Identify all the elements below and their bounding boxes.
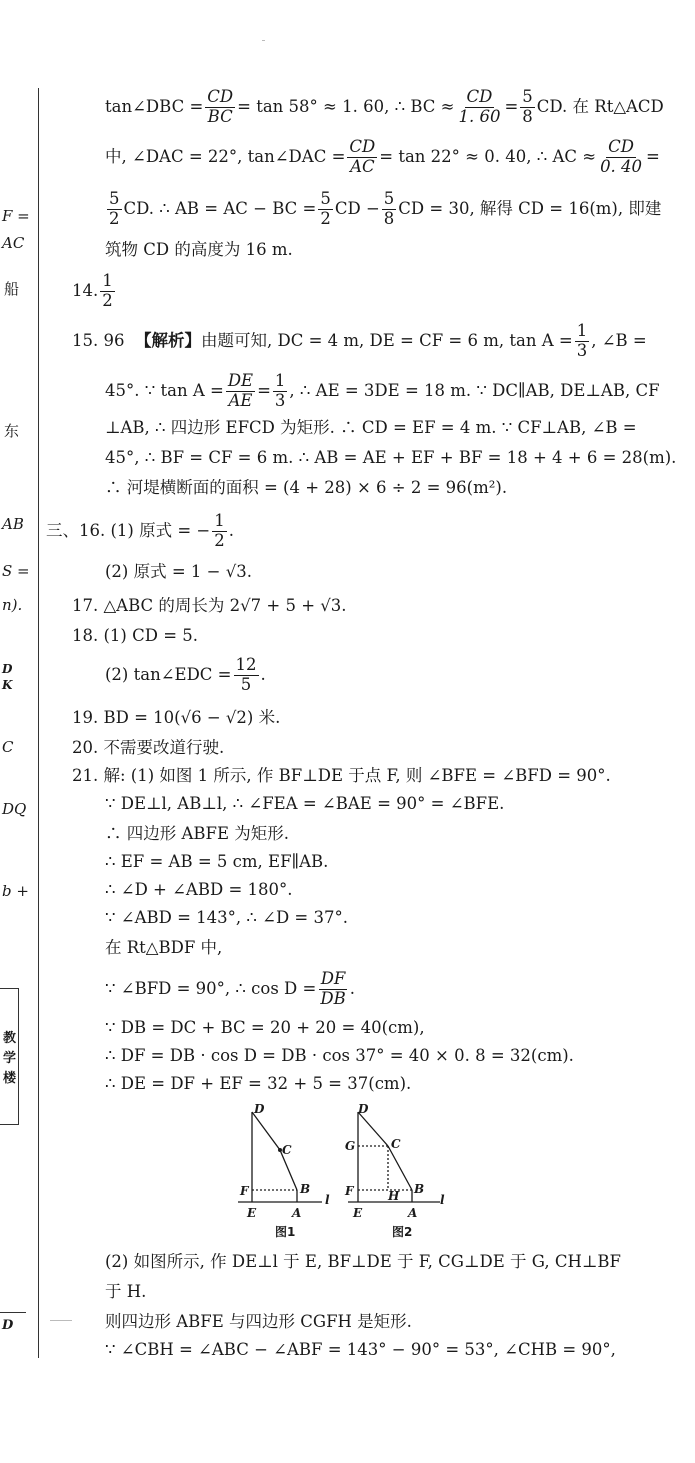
fig2-label-g: G [345, 1139, 356, 1153]
text-line: (2) 原式 = 1 − √3. [105, 562, 253, 581]
text-line: ∴ EF = AB = 5 cm, EF∥AB. [105, 852, 329, 871]
text-line: 45°, ∴ BF = CF = 6 m. ∴ AB = AE + EF + BF = 18 + 4 + 6 = 28(m). [105, 448, 677, 467]
question-16: 三、16. (1) 原式 = − $\frac{1}{2}$ . [46, 511, 234, 550]
text-line: 中, ∠DAC = 22°, tan∠DAC = $\frac{CD}{AC}$ = tan 22° ≈ 0. 40, ∴ AC ≈ $\frac{CD}{0. 40}$ = [105, 137, 660, 176]
fig2-label-d: D [358, 1102, 369, 1116]
question-14: 14. $\frac{1}{2}$ [72, 271, 113, 310]
text-line: ∵ ∠CBH = ∠ABC − ∠ABF = 143° − 90° = 53°, ∠CHB = 90°, [105, 1340, 616, 1359]
text-line: ∵ ∠ABD = 143°, ∴ ∠D = 37°. [105, 908, 348, 927]
fig1-label-e: E [247, 1206, 257, 1220]
text-line: $\frac{5}{2}$ CD. ∴ AB = AC − BC = $\frac{5}{2}$ CD − $\frac{5}{8}$ CD = 30, 解得 CD = 16(m), 即建 [109, 189, 662, 228]
text-line: (2) 如图所示, 作 DE⊥l 于 E, BF⊥DE 于 F, CG⊥DE 于 G, CH⊥BF [105, 1252, 621, 1271]
text-line: 则四边形 ABFE 与四边形 CGFH 是矩形. [105, 1312, 412, 1331]
gutter-fragment: D [2, 662, 13, 676]
text-line: ∵ ∠BFD = 90°, ∴ cos D = $\frac{DF}{DB}$ . [105, 969, 355, 1008]
question-18: 18. (1) CD = 5. [72, 626, 199, 645]
fig2-label-c: C [391, 1137, 401, 1151]
text-line: ∵ DB = DC + BC = 20 + 20 = 40(cm), [105, 1018, 425, 1037]
gutter-fragment: DQ [2, 800, 27, 818]
geometry-figures [230, 1100, 460, 1245]
gutter-fragment: n). [2, 596, 23, 614]
text-line: ∴ DF = DB · cos D = DB · cos 37° = 40 × 0. 8 = 32(cm). [105, 1046, 574, 1065]
fig1-label-f: F [240, 1184, 249, 1198]
text-line: 在 Rt△BDF 中, [105, 938, 223, 957]
question-21: 21. 解: (1) 如图 1 所示, 作 BF⊥DE 于点 F, 则 ∠BFE = ∠BFD = 90°. [72, 766, 611, 785]
fig1-label-b: B [300, 1182, 311, 1196]
scan-mark [262, 40, 265, 41]
gutter-fragment: AB [2, 515, 24, 533]
text-line: (2) tan∠EDC = $\frac{12}{5}$ . [105, 655, 266, 694]
text-line: 45°. ∵ tan A = $\frac{DE}{AE}$ = $\frac{1}{3}$ , ∴ AE = 3DE = 18 m. ∵ DC∥AB, DE⊥AB, CF [105, 371, 660, 410]
text-line: ∴ DE = DF + EF = 32 + 5 = 37(cm). [105, 1074, 412, 1093]
question-19: 19. BD = 10(√6 − √2) 米. [72, 708, 281, 727]
text-line: 于 H. [105, 1282, 147, 1301]
gutter-box: 教 学 楼 [0, 988, 19, 1125]
analysis-tag: 【解析】 [134, 330, 201, 350]
text-line: ∴ ∠D + ∠ABD = 180°. [105, 880, 293, 899]
fig1-caption: 图1 [275, 1225, 296, 1239]
gutter-fragment: S = [2, 562, 30, 580]
question-17: 17. △ABC 的周长为 2√7 + 5 + √3. [72, 596, 347, 615]
question-15: 15. 96 【解析】由题可知, DC = 4 m, DE = CF = 6 m, tan A = $\frac{1}{3}$ , ∠B = [72, 321, 647, 360]
question-20: 20. 不需要改道行驶. [72, 738, 225, 757]
text-line: 筑物 CD 的高度为 16 m. [105, 240, 293, 259]
fig2-label-a: A [408, 1206, 418, 1220]
fig1-label-d: D [254, 1102, 265, 1116]
gutter-fragment: K [2, 678, 13, 692]
fig2-label-e: E [353, 1206, 363, 1220]
text-line: ∴ 四边形 ABFE 为矩形. [105, 824, 290, 843]
gutter-fragment: D [2, 1318, 14, 1333]
gutter-fragment: b + [2, 882, 29, 900]
gutter-fragment: 船 [4, 280, 20, 298]
fig2-label-l: l [440, 1193, 445, 1207]
gutter-fragment: 东 [4, 422, 20, 440]
gutter-fragment: F = [2, 207, 30, 225]
fig1-label-a: A [292, 1206, 302, 1220]
fig2-label-h: H [388, 1189, 400, 1203]
text-line: ∴ 河堤横断面的面积 = (4 + 28) × 6 ÷ 2 = 96(m²). [105, 478, 508, 497]
text-line: tan∠DBC = $\frac{CD}{BC}$ = tan 58° ≈ 1. 60, ∴ BC ≈ $\frac{CD}{1. 60}$ = $\frac{5}{8}$ CD. 在 Rt△ACD [105, 87, 664, 126]
fig1-label-c: C [282, 1143, 292, 1157]
text-line: ∵ DE⊥l, AB⊥l, ∴ ∠FEA = ∠BAE = 90° = ∠BFE. [105, 794, 505, 813]
gutter-fragment: AC [2, 234, 25, 252]
text-line: ⊥AB, ∴ 四边形 EFCD 为矩形. ∴ CD = EF = 4 m. ∵ CF⊥AB, ∠B = [105, 418, 637, 437]
scan-mark [50, 1320, 72, 1321]
fig2-caption: 图2 [392, 1225, 413, 1239]
page-divider-line [38, 88, 39, 1358]
gutter-rule [0, 1312, 26, 1313]
gutter-fragment: C [2, 738, 14, 756]
fig1-label-l: l [325, 1193, 330, 1207]
fig2-label-b: B [414, 1182, 425, 1196]
fig2-label-f: F [345, 1184, 354, 1198]
